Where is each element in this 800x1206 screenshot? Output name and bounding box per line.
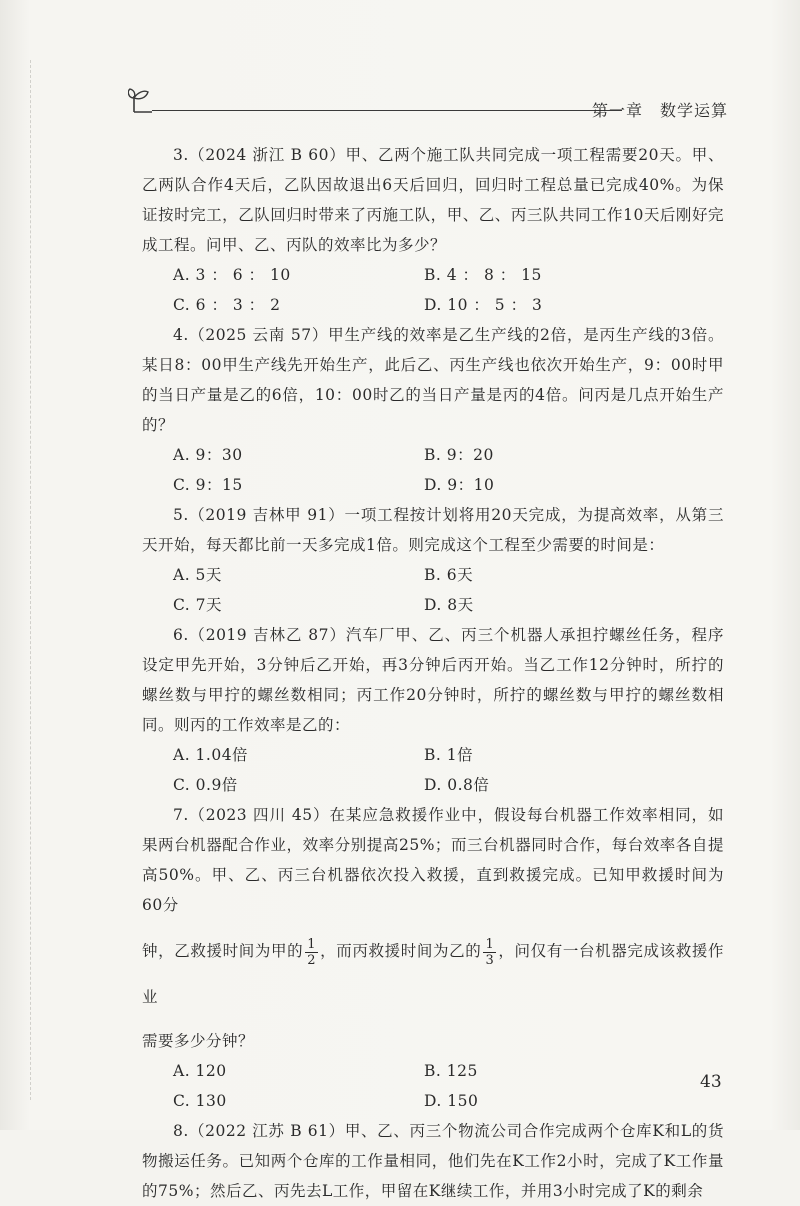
option-a: A. 9：30: [173, 446, 243, 464]
option-c: C. 7天: [173, 596, 223, 614]
question-stem: 7.（2023 四川 45）在某应急救援作业中，假设每台机器工作效率相同，如果两台机器配合作业，效率分别提高25%；而三台机器同时合作，每台效率各自提高50%。甲、乙、丙三台机器依次投入救援，直到救援完成。已知甲救援时间为60分: [142, 806, 724, 914]
fraction-denominator: 2: [307, 952, 317, 968]
option-d: D. 150: [424, 1092, 479, 1110]
option-list: [142, 560, 724, 620]
option-list: [142, 260, 724, 320]
running-header: [128, 86, 728, 120]
option-c: C. 6 ： 3 ： 2: [173, 296, 281, 314]
question-stem: 6.（2019 吉林乙 87）汽车厂甲、乙、丙三个机器人承担拧螺丝任务，程序设定甲先开始，3分钟后乙开始，再3分钟后丙开始。当乙工作12分钟时，所拧的螺丝数与甲拧的螺丝数相同；丙工作20分钟时，所拧的螺丝数与甲拧的螺丝数相同。则丙的工作效率是乙的：: [142, 626, 724, 734]
option-a: A. 120: [173, 1062, 227, 1080]
stem-text: ，问仅有一台机器完成该救援作业: [142, 942, 724, 1006]
option-c: C. 0.9倍: [173, 776, 238, 794]
option-a: A. 5天: [173, 566, 222, 584]
option-a: A. 1.04倍: [173, 746, 249, 764]
fraction-numerator: 1: [307, 936, 317, 952]
option-d: D. 8天: [424, 596, 474, 614]
fraction-denominator: 3: [485, 952, 495, 968]
option-list: [142, 740, 724, 800]
question-item: [142, 320, 724, 500]
question-item: [142, 140, 724, 320]
option-b: B. 1倍: [424, 746, 474, 764]
fraction-numerator: 1: [485, 936, 495, 952]
option-d: D. 0.8倍: [424, 776, 490, 794]
option-c: C. 130: [173, 1092, 227, 1110]
question-stem-fraction-line: [142, 928, 724, 1020]
option-c: C. 9：15: [173, 476, 243, 494]
chapter-title: 第一章 数学运算: [591, 101, 728, 120]
question-item: [142, 800, 724, 1116]
option-b: B. 4 ： 8 ： 15: [424, 266, 542, 284]
option-b: B. 9：20: [424, 446, 494, 464]
stem-text: ，而丙救援时间为乙的: [320, 942, 482, 960]
fraction: [305, 937, 318, 968]
question-stem: 5.（2019 吉林甲 91）一项工程按计划将用20天完成，为提高效率，从第三天开始，每天都比前一天多完成1倍。则完成这个工程至少需要的时间是：: [142, 506, 724, 554]
question-stem: 4.（2025 云南 57）甲生产线的效率是乙生产线的2倍，是丙生产线的3倍。某日8：00甲生产线先开始生产，此后乙、丙生产线也依次开始生产，9：00时甲的当日产量是乙的6倍，10：00时乙的当日产量是丙的4倍。问丙是几点开始生产的？: [142, 326, 724, 434]
question-stem: 3.（2024 浙江 B 60）甲、乙两个施工队共同完成一项工程需要20天。甲、乙两队合作4天后，乙队因故退出6天后回归，回归时工程总量已完成40%。为保证按时完工，乙队回归时带来了丙施工队，甲、乙、丙三队共同工作10天后刚好完成工程。问甲、乙、丙队的效率比为多少？: [142, 146, 724, 254]
question-stem: 8.（2022 江苏 B 61）甲、乙、丙三个物流公司合作完成两个仓库K和L的货物搬运任务。已知两个仓库的工作量相同，他们先在K工作2小时，完成了K工作量的75%；然后乙、丙先去L工作，甲留在K继续工作，并用3小时完成了K的剩余: [142, 1122, 724, 1200]
option-list: [142, 1056, 724, 1116]
option-list: [142, 440, 724, 500]
option-b: B. 6天: [424, 566, 474, 584]
header-rule: [152, 110, 622, 111]
question-list: [142, 140, 724, 1206]
page-number: 43: [700, 1072, 722, 1092]
stem-text: 钟，乙救援时间为甲的: [142, 942, 304, 960]
option-d: D. 10 ： 5 ： 3: [424, 296, 543, 314]
option-a: A. 3 ： 6 ： 10: [173, 266, 291, 284]
question-stem: 需要多少分钟？: [142, 1032, 255, 1050]
scan-edge-line: [30, 60, 32, 1100]
option-d: D. 9：10: [424, 476, 495, 494]
question-item: [142, 620, 724, 800]
question-item: [142, 500, 724, 620]
option-b: B. 125: [424, 1062, 478, 1080]
fraction: [483, 937, 496, 968]
